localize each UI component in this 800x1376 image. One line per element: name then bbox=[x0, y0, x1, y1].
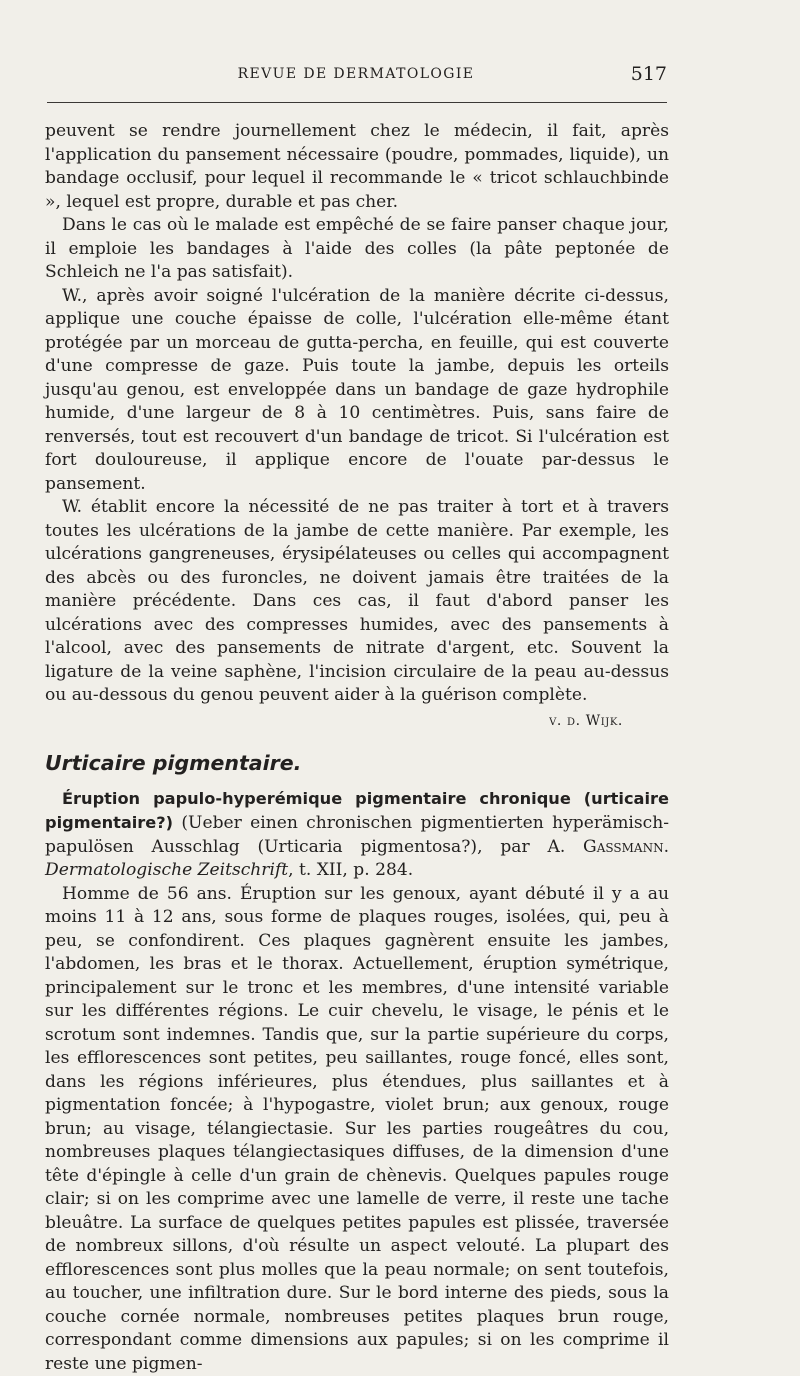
paragraph: Homme de 56 ans. Éruption sur les genoux, ayant débuté il y a au moins 11 à 12 ans, sous forme de plaques rouges, isolées, qui, peu à peu, se confondirent. Ces plaques gagnèrent ensuite les jambes, l'abdomen, les bras et le thorax. Actuellement, éruption symétrique, principalement sur le tronc et les membres, d'une intensité variable sur les différentes régions. Le cuir chevelu, le visage, le pénis et le scrotum sont indemnes. Tandis que, sur la partie supérieure du corps, les efflorescences sont petites, peu saillantes, rouge foncé, elles sont, dans les régions inférieures, plus étendues, plus saillantes et à pigmentation foncée; à l'hypogastre, violet brun; aux genoux, rouge brun; au visage, télangiectasie. Sur les parties rougeâtres du cou, nombreuses plaques télangiectasiques diffuses, de la dimension d'une tête d'épingle à celle d'un grain de chènevis. Quelques papules rouge clair; si on les comprime avec une lamelle de verre, il reste une tache bleuâtre. La surface de quelques petites papules est plissée, traversée de nombreux sillons, d'où résulte un aspect velouté. La plupart des efflorescences sont plus molles que la peau normale; on sent toutefois, au toucher, une infiltration dure. Sur le bord interne des pieds, sous la couche cornée normale, nombreuses petites plaques brun rouge, correspondant comme dimensions aux papules; si on les comprime il reste une pigmen- bbox=[45, 883, 669, 1376]
article-reference bbox=[45, 787, 669, 883]
article-ref: , t. XII, p. 284. bbox=[288, 860, 413, 880]
article-journal: Dermatologische Zeitschrift bbox=[45, 860, 288, 880]
section-heading: Urticaire pigmentaire. bbox=[45, 750, 669, 776]
page-header bbox=[45, 66, 667, 92]
article-citation: (Ueber einen chronischen pigmentierten hyperämisch-papulösen Ausschlag (Urticaria pigmentosa?), par bbox=[45, 813, 669, 857]
author-signature: v. d. Wijk. bbox=[45, 710, 669, 732]
paragraph: W. établit encore la nécessité de ne pas traiter à tort et à travers toutes les ulcérations de la jambe de cette manière. Par exemple, les ulcérations gangreneuses, érysipélateuses ou celles qui accompagnent des abcès ou des furoncles, ne doivent jamais être traitées de la manière précédente. Dans ces cas, il faut d'abord panser les ulcérations avec des compresses humides, avec des pansements à l'alcool, avec des pansements de nitrate d'argent, etc. Souvent la ligature de la veine saphène, l'incision circulaire de la peau au-dessus ou au-dessous du genou peuvent aider à la guérison complète. bbox=[45, 496, 669, 708]
paragraph: peuvent se rendre journellement chez le médecin, il fait, après l'application du pansement nécessaire (poudre, pommades, liquide), un bandage occlusif, pour lequel il recommande le « tricot schlauchbinde », lequel est propre, durable et pas cher. bbox=[45, 120, 669, 214]
body-text bbox=[45, 120, 669, 1376]
article-author: A. Gassmann. bbox=[547, 837, 669, 857]
page-number: 517 bbox=[631, 63, 667, 85]
running-title: REVUE DE DERMATOLOGIE bbox=[45, 66, 667, 82]
paragraph: Dans le cas où le malade est empêché de se faire panser chaque jour, il emploie les bandages à l'aide des colles (la pâte peptonée de Schleich ne l'a pas satisfait). bbox=[45, 214, 669, 285]
header-rule bbox=[47, 102, 667, 103]
paragraph: W., après avoir soigné l'ulcération de la manière décrite ci-dessus, applique une couche épaisse de colle, l'ulcération elle-même étant protégée par un morceau de gutta-percha, en feuille, qui est couverte d'une compresse de gaze. Puis toute la jambe, depuis les orteils jusqu'au genou, est enveloppée dans un bandage de gaze hydrophile humide, d'une largeur de 8 à 10 centimètres. Puis, sans faire de renversés, tout est recouvert d'un bandage de tricot. Si l'ulcération est fort douloureuse, il applique encore de l'ouate par-dessus le pansement. bbox=[45, 285, 669, 497]
article-title: Éruption papulo-hyperémique pigmentaire chronique (urticaire pigmentaire?) bbox=[45, 789, 669, 833]
